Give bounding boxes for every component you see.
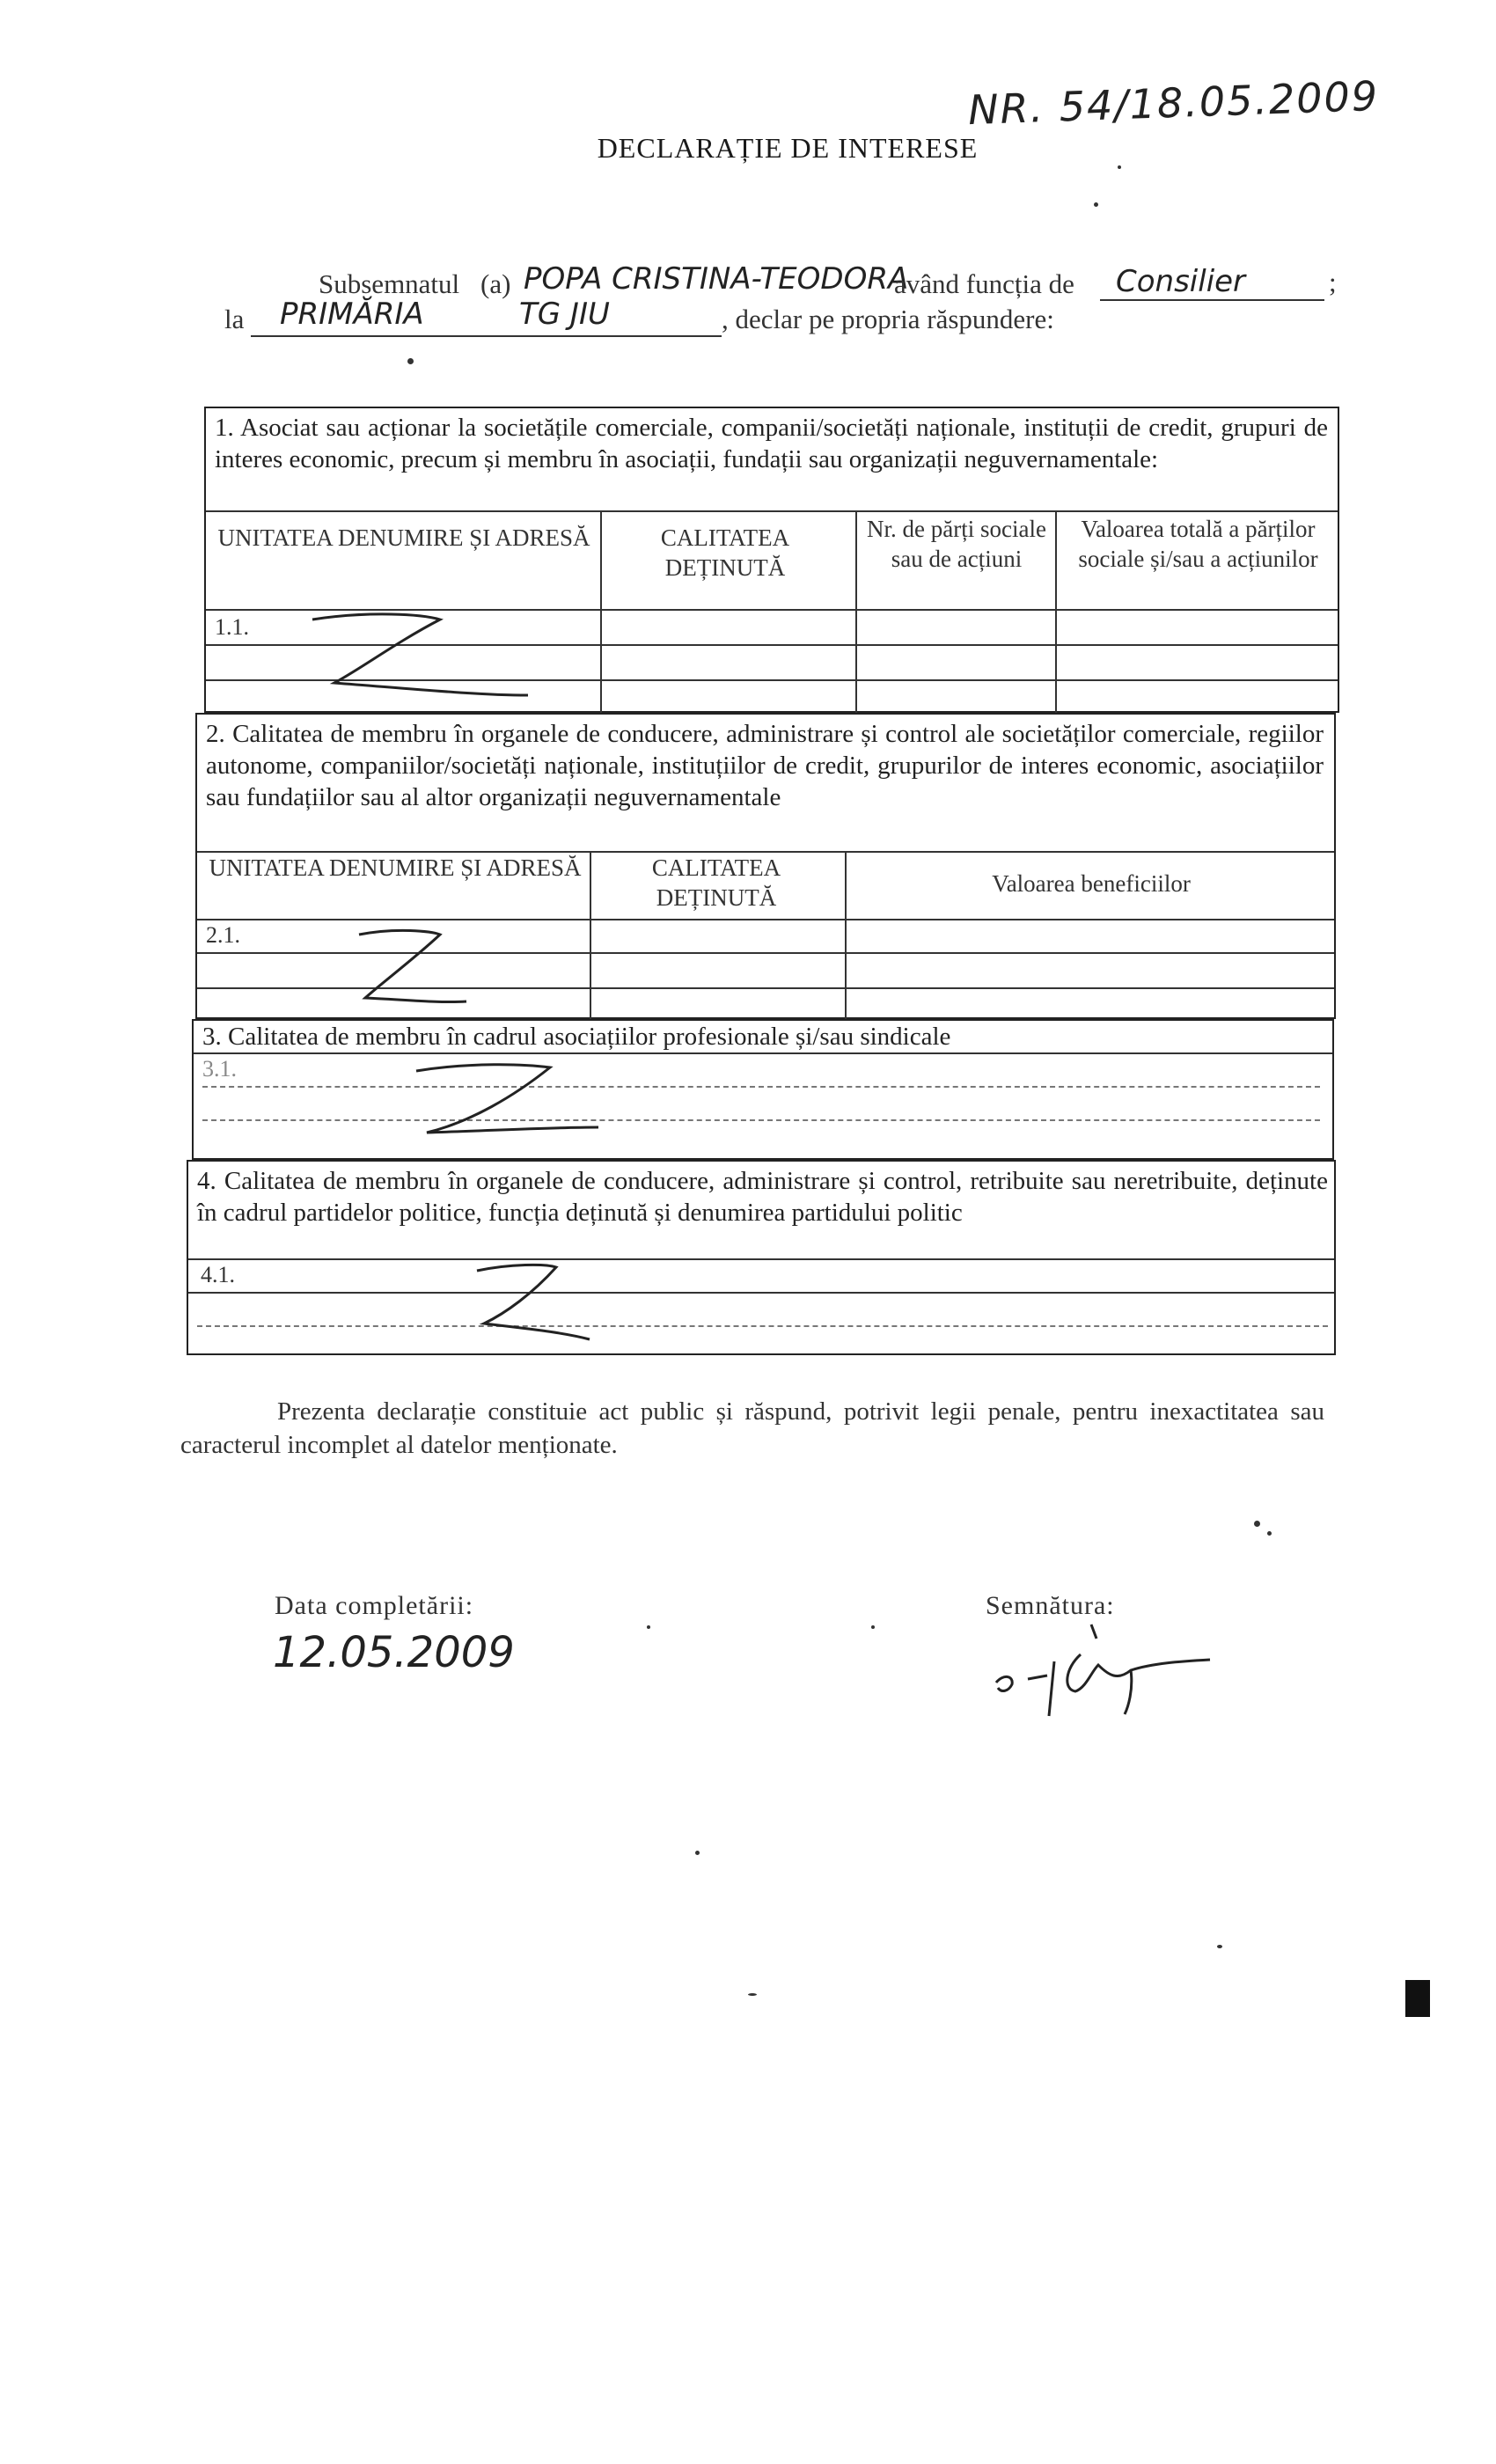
s2-row-label: 2.1. — [206, 922, 240, 948]
s3-row-label: 3.1. — [202, 1056, 237, 1082]
function-label: având funcția de — [894, 268, 1074, 299]
s1-row-label: 1.1. — [215, 614, 249, 640]
institution-name: PRIMĂRIA — [280, 297, 424, 332]
date-label: Data completării: — [275, 1591, 474, 1620]
s2-header-benefits: Valoarea beneficiilor — [992, 870, 1191, 897]
function-underline — [1100, 299, 1324, 301]
s1-header-unit: UNITATEA DENUMIRE ȘI ADRESĂ — [217, 524, 590, 551]
section3-table — [192, 1019, 1334, 1160]
section2-z-mark — [334, 924, 484, 1012]
section1-text: 1. Asociat sau acționar la societățile comerciale, companii/societăți naționale, instituții de credit, grupuri de interes economic, precum și membru în asociații, fundații sau organizații neguvernamentale: — [215, 414, 1328, 473]
s1-header-shares: Nr. de părți sociale sau de acțiuni — [867, 516, 1046, 572]
section3-text: 3. Calitatea de membru în cadrul asociațiilor profesionale și/sau sindicale — [202, 1023, 951, 1051]
declar-label: , declar pe propria răspundere: — [722, 304, 1054, 334]
institution-city: TG JIU — [519, 297, 610, 332]
s2-header-unit: UNITATEA DENUMIRE ȘI ADRESĂ — [209, 854, 582, 881]
section4-text: 4. Calitatea de membru în organele de conducere, administrare și control, retribuite sau neretribuite, deținute în cadrul partidelor politice, funcția deținută și denumirea partidului politic — [197, 1167, 1328, 1227]
document-title: DECLARAȚIE DE INTERESE — [597, 132, 979, 164]
declarant-name: POPA CRISTINA-TEODORA — [524, 261, 909, 297]
gender-mark: (a) — [480, 268, 511, 299]
section4-z-mark — [458, 1258, 607, 1346]
section1-z-mark — [299, 607, 546, 704]
s1-header-value: Valoarea totală a părților sociale și/sau a acțiunilor — [1078, 516, 1318, 572]
declarant-function: Consilier — [1116, 264, 1246, 299]
legal-statement: Prezenta declarație constituie act public și răspund, potrivit legii penale, pentru inexactitatea sau caracterul incomplet al datelor menționate. — [180, 1397, 1324, 1459]
la-label: la — [224, 304, 245, 334]
signature-image — [977, 1619, 1232, 1725]
s2-header-capacity: CALITATEA DEȚINUTĂ — [651, 854, 781, 911]
section3-z-mark — [400, 1052, 612, 1148]
section2-text: 2. Calitatea de membru în organele de conducere, administrare și control ale societăților comerciale, regiilor autonome, companiilor/societăți naționale, instituțiilor de credit, grupurilor de interes economic, asociațiilor sau fundațiilor sau al altor organizații neguvernamentale — [206, 720, 1324, 811]
section4-table — [187, 1160, 1336, 1355]
s1-header-capacity: CALITATEA DEȚINUTĂ — [660, 524, 790, 581]
institution-underline — [251, 335, 722, 337]
s4-row-label: 4.1. — [201, 1262, 235, 1287]
signature-label: Semnătura: — [986, 1591, 1115, 1620]
scan-binder-mark — [1405, 1980, 1430, 2017]
subsemnatul-label: Subsemnatul — [319, 268, 460, 299]
registration-number: NR. 54/18.05.2009 — [967, 71, 1380, 135]
date-value: 12.05.2009 — [273, 1628, 515, 1677]
